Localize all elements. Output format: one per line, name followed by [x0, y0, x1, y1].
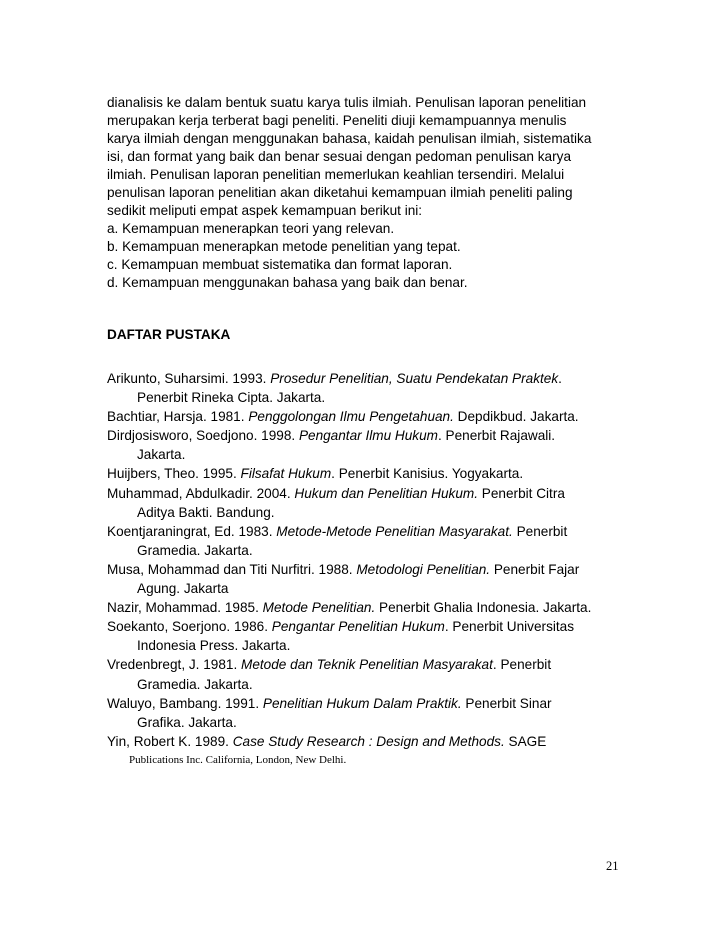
page-content	[107, 94, 621, 770]
list-item: a. Kemampuan menerapkan teori yang relevan.	[107, 221, 395, 236]
ability-list	[107, 220, 621, 292]
reference-title: Metode dan Teknik Penelitian Masyarakat	[241, 657, 493, 673]
reference-entry	[107, 598, 621, 617]
reference-title: Pengantar Ilmu Hukum	[298, 428, 438, 444]
reference-text: Muhammad, Abdulkadir. 2004.	[107, 485, 295, 501]
reference-text: Depdikbud. Jakarta.	[453, 409, 579, 425]
list-item: c. Kemampuan membuat sistematika dan format laporan.	[107, 257, 453, 272]
reference-text: Penerbit Sinar	[461, 695, 552, 711]
reference-continuation: Indonesia Press. Jakarta.	[137, 638, 291, 654]
reference-entry	[107, 560, 621, 598]
reference-continuation: Jakarta.	[137, 447, 186, 463]
paragraph-line: sedikit meliputi empat aspek kemampuan berikut ini:	[107, 203, 423, 218]
reference-entry	[107, 407, 621, 426]
reference-text: .	[558, 371, 562, 386]
reference-text: Bachtiar, Harsja. 1981.	[107, 409, 249, 425]
reference-text: Penerbit	[512, 523, 568, 539]
reference-continuation: Gramedia. Jakarta.	[137, 676, 253, 692]
reference-text: Soekanto, Soerjono. 1986.	[107, 619, 272, 635]
intro-paragraph	[107, 94, 621, 220]
reference-title: Metode-Metode Penelitian Masyarakat.	[276, 523, 513, 539]
paragraph-line: dianalisis ke dalam bentuk suatu karya tulis ilmiah. Penulisan laporan penelitian	[107, 95, 587, 110]
reference-title: Prosedur Penelitian, Suatu Pendekatan Praktek	[270, 371, 559, 386]
reference-continuation: Grafika. Jakarta.	[137, 714, 237, 730]
paragraph-line: karya ilmiah dengan menggunakan bahasa, kaidah penulisan ilmiah, sistematika	[107, 131, 592, 146]
reference-title: Case Study Research : Design and Methods.	[232, 733, 505, 749]
reference-entry	[107, 617, 621, 655]
page-number: 21	[606, 859, 619, 873]
reference-text: Koentjaraningrat, Ed. 1983.	[107, 523, 277, 539]
reference-title: Filsafat Hukum	[240, 466, 332, 482]
reference-continuation: Publications Inc. California, London, New Delhi.	[129, 753, 347, 766]
reference-text: Arikunto, Suharsimi. 1993.	[107, 371, 271, 386]
reference-continuation: Aditya Bakti. Bandung.	[137, 504, 275, 520]
reference-text: SAGE	[504, 733, 547, 749]
reference-title: Metode Penelitian.	[262, 600, 376, 616]
reference-title: Penggolongan Ilmu Pengetahuan.	[248, 409, 454, 425]
reference-entry	[107, 522, 621, 560]
reference-entry	[107, 484, 621, 522]
reference-entry	[107, 426, 621, 464]
reference-text: . Penerbit Kanisius. Yogyakarta.	[331, 466, 524, 482]
reference-text: Huijbers, Theo. 1995.	[107, 466, 241, 482]
reference-text: Penerbit Citra	[478, 485, 565, 501]
list-item: d. Kemampuan menggunakan bahasa yang baik dan benar.	[107, 275, 468, 290]
reference-continuation: Penerbit Rineka Cipta. Jakarta.	[137, 390, 326, 406]
reference-text: Waluyo, Bambang. 1991.	[107, 695, 263, 711]
reference-text: Penerbit Ghalia Indonesia. Jakarta.	[375, 600, 592, 616]
reference-continuation: Agung. Jakarta	[137, 581, 229, 597]
reference-title: Penelitian Hukum Dalam Praktik.	[262, 695, 462, 711]
paragraph-line: isi, dan format yang baik dan benar sesuai dengan pedoman penulisan karya	[107, 149, 572, 164]
reference-text: Vredenbregt, J. 1981.	[107, 657, 242, 673]
reference-entry	[107, 464, 621, 483]
reference-title: Metodologi Penelitian.	[356, 561, 491, 577]
reference-text: Musa, Mohammad dan Titi Nurfitri. 1988.	[107, 561, 357, 577]
reference-text: Yin, Robert K. 1989.	[107, 733, 233, 749]
reference-entry	[107, 732, 621, 770]
reference-title: Pengantar Penelitian Hukum	[271, 619, 445, 635]
reference-text: Nazir, Mohammad. 1985.	[107, 600, 263, 616]
bibliography-heading: DAFTAR PUSTAKA	[107, 327, 231, 342]
paragraph-line: ilmiah. Penulisan laporan penelitian memerlukan keahlian tersendiri. Melalui	[107, 167, 565, 182]
reference-entry	[107, 369, 621, 407]
paragraph-line: merupakan kerja terberat bagi peneliti. Peneliti diuji kemampuannya menulis	[107, 113, 567, 128]
reference-entry	[107, 655, 621, 693]
reference-text: . Penerbit Rajawali.	[437, 428, 556, 444]
reference-entry	[107, 694, 621, 732]
paragraph-line: penulisan laporan penelitian akan diketahui kemampuan ilmiah peneliti paling	[107, 185, 573, 200]
reference-text: Penerbit Fajar	[490, 561, 580, 577]
reference-list	[107, 369, 621, 770]
reference-text: Dirdjosisworo, Soedjono. 1998.	[107, 428, 299, 444]
list-item: b. Kemampuan menerapkan metode penelitian yang tepat.	[107, 239, 461, 254]
reference-text: . Penerbit Universitas	[444, 619, 575, 635]
reference-continuation: Gramedia. Jakarta.	[137, 542, 253, 558]
reference-text: . Penerbit	[492, 657, 552, 673]
reference-title: Hukum dan Penelitian Hukum.	[294, 485, 479, 501]
